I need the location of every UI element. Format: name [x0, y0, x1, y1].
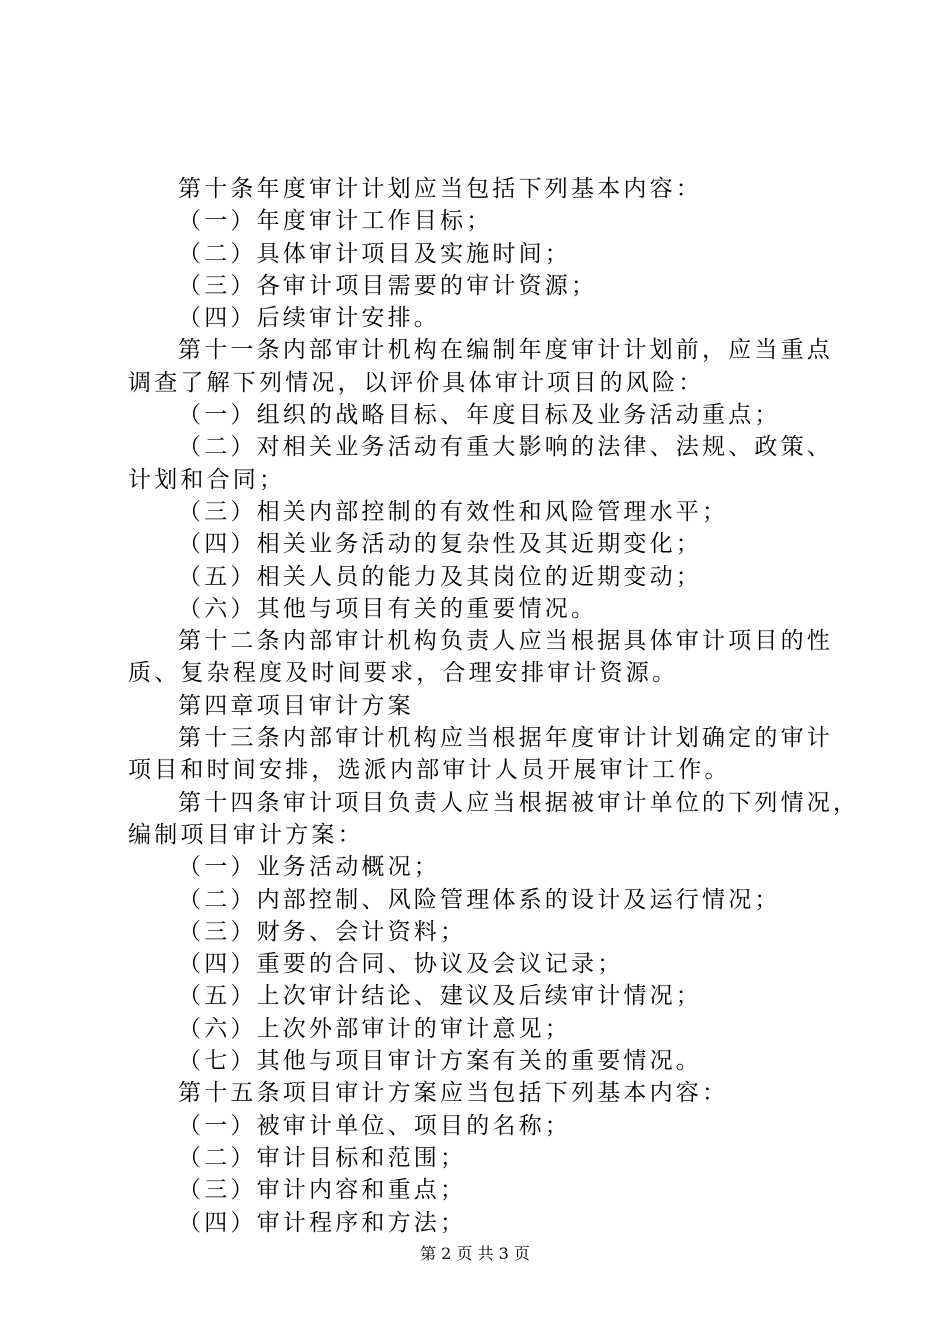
- text-line: （六）上次外部审计的审计意见；: [178, 1015, 571, 1042]
- text-line: 第十二条内部审计机构负责人应当根据具体审计项目的性: [178, 628, 833, 655]
- text-line: （三）财务、会计资料；: [178, 918, 467, 945]
- text-line: 编制项目审计方案：: [128, 821, 364, 848]
- text-line: （三）各审计项目需要的审计资源；: [178, 272, 598, 299]
- text-line: （三）审计内容和重点；: [178, 1177, 467, 1204]
- text-line: 质、复杂程度及时间要求，合理安排审计资源。: [128, 660, 679, 687]
- text-line: （四）审计程序和方法；: [178, 1209, 467, 1236]
- text-line: （二）内部控制、风险管理体系的设计及运行情况；: [178, 886, 781, 913]
- text-line: （一）被审计单位、项目的名称；: [178, 1112, 571, 1139]
- text-line: （四）后续审计安排。: [178, 305, 440, 332]
- text-line: （一）年度审计工作目标；: [178, 208, 493, 235]
- page-footer: 第 2 页 共 3 页: [420, 1244, 530, 1263]
- text-line: 计划和合同；: [128, 466, 286, 493]
- text-line: 第十一条内部审计机构在编制年度审计计划前，应当重点: [178, 337, 833, 364]
- text-line: 第十三条内部审计机构应当根据年度审计计划确定的审计: [178, 725, 833, 752]
- text-line: （一）组织的战略目标、年度目标及业务活动重点；: [178, 402, 781, 429]
- text-line: 第四章项目审计方案: [178, 692, 414, 719]
- text-line: （三）相关内部控制的有效性和风险管理水平；: [178, 498, 729, 525]
- text-line: （五）相关人员的能力及其岗位的近期变动；: [178, 563, 702, 590]
- text-line: （二）审计目标和范围；: [178, 1144, 467, 1171]
- text-line: （二）具体审计项目及实施时间；: [178, 240, 571, 267]
- text-line: 项目和时间安排，选派内部审计人员开展审计工作。: [128, 757, 731, 784]
- text-line: 第十四条审计项目负责人应当根据被审计单位的下列情况，: [178, 789, 860, 816]
- text-line: （二）对相关业务活动有重大影响的法律、法规、政策、: [178, 434, 833, 461]
- text-line: （七）其他与项目审计方案有关的重要情况。: [178, 1048, 702, 1075]
- text-line: 第十条年度审计计划应当包括下列基本内容：: [178, 176, 702, 202]
- document-body: [128, 173, 860, 1239]
- text-line: （一）业务活动概况；: [178, 854, 440, 881]
- text-line: （六）其他与项目有关的重要情况。: [178, 595, 598, 622]
- text-line: （四）重要的合同、协议及会议记录；: [178, 951, 624, 978]
- text-line: 调查了解下列情况，以评价具体审计项目的风险：: [128, 369, 705, 396]
- text-line: （五）上次审计结论、建议及后续审计情况；: [178, 983, 702, 1010]
- text-line: （四）相关业务活动的复杂性及其近期变化；: [178, 531, 702, 558]
- text-line: 第十五条项目审计方案应当包括下列基本内容：: [178, 1080, 729, 1107]
